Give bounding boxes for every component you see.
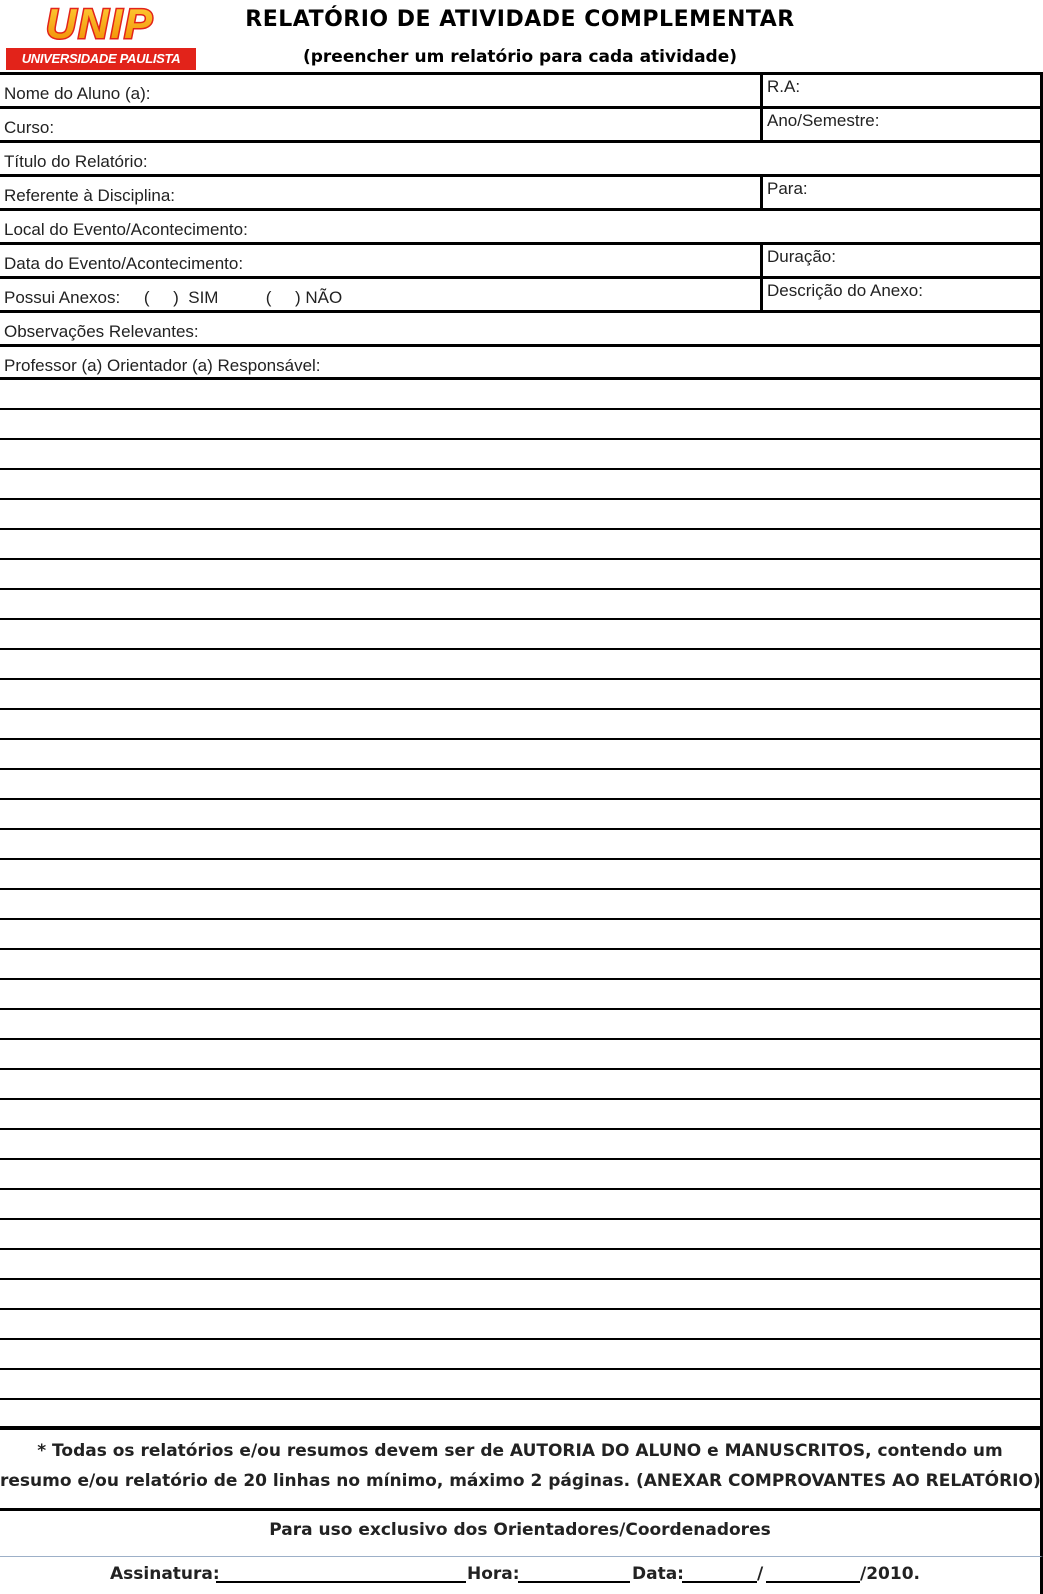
page-subtitle: (preencher um relatório para cada atividade) — [302, 47, 738, 67]
duracao-label: Duração: — [767, 247, 836, 266]
writing-line[interactable] — [0, 1038, 1043, 1068]
field-row-local[interactable] — [0, 208, 1043, 242]
writing-line[interactable] — [0, 1308, 1043, 1338]
form-fields — [0, 72, 1043, 378]
writing-line[interactable] — [0, 978, 1043, 1008]
data-label: Data: — [632, 1564, 684, 1584]
date-slash: / — [757, 1564, 764, 1584]
ra-label: R.A: — [767, 77, 801, 96]
titulo-label: Título do Relatório: — [4, 152, 148, 171]
writing-lines[interactable] — [0, 377, 1043, 1458]
date-year: /2010. — [860, 1564, 920, 1584]
hora-field[interactable] — [518, 1557, 630, 1591]
descricao-label: Descrição do Anexo: — [767, 281, 923, 300]
writing-line[interactable] — [0, 948, 1043, 978]
unip-logo-wordmark — [4, 2, 196, 46]
writing-line[interactable] — [0, 1188, 1043, 1218]
field-row-data[interactable] — [0, 242, 1043, 276]
writing-line[interactable] — [0, 498, 1043, 528]
writing-line[interactable] — [0, 708, 1043, 738]
writing-line[interactable] — [0, 528, 1043, 558]
field-row-nome[interactable] — [0, 72, 1043, 106]
writing-line[interactable] — [0, 408, 1043, 438]
writing-line[interactable] — [0, 768, 1043, 798]
curso-label: Curso: — [4, 118, 55, 137]
local-label: Local do Evento/Acontecimento: — [4, 220, 248, 239]
writing-line[interactable] — [0, 1248, 1043, 1278]
writing-line[interactable] — [0, 1068, 1043, 1098]
logo-subtitle: UNIVERSIDADE PAULISTA — [6, 48, 196, 70]
writing-line[interactable] — [0, 377, 1043, 408]
field-duracao[interactable] — [760, 245, 1043, 276]
disciplina-label: Referente à Disciplina: — [4, 186, 176, 205]
writing-line[interactable] — [0, 858, 1043, 888]
assinatura-field[interactable] — [216, 1557, 466, 1591]
writing-line[interactable] — [0, 1218, 1043, 1248]
field-row-professor[interactable] — [0, 344, 1043, 378]
field-row-titulo[interactable] — [0, 140, 1043, 174]
data-day-field[interactable] — [682, 1557, 757, 1591]
writing-line[interactable] — [0, 1128, 1043, 1158]
para-label: Para: — [767, 179, 808, 198]
writing-line[interactable] — [0, 1008, 1043, 1038]
writing-line[interactable] — [0, 738, 1043, 768]
field-descricao-anexo[interactable] — [760, 279, 1043, 310]
writing-line[interactable] — [0, 438, 1043, 468]
logo-wordmark-text: UNIP — [45, 2, 155, 46]
writing-line[interactable] — [0, 588, 1043, 618]
field-ano-semestre[interactable] — [760, 109, 1043, 140]
field-ra[interactable] — [760, 75, 1043, 106]
field-row-anexos[interactable] — [0, 276, 1043, 310]
writing-line[interactable] — [0, 1398, 1043, 1428]
writing-line[interactable] — [0, 918, 1043, 948]
writing-line[interactable] — [0, 1158, 1043, 1188]
page-title: RELATÓRIO DE ATIVIDADE COMPLEMENTAR — [245, 7, 795, 32]
writing-line[interactable] — [0, 468, 1043, 498]
professor-label: Professor (a) Orientador (a) Responsável: — [4, 356, 321, 375]
exclusive-use-heading: Para uso exclusivo dos Orientadores/Coordenadores — [0, 1508, 1043, 1556]
unip-logo — [4, 2, 196, 70]
writing-line[interactable] — [0, 1278, 1043, 1308]
writing-line[interactable] — [0, 1368, 1043, 1398]
writing-line[interactable] — [0, 618, 1043, 648]
field-para[interactable] — [760, 177, 1043, 208]
observacoes-label: Observações Relevantes: — [4, 322, 199, 341]
field-row-disciplina[interactable] — [0, 174, 1043, 208]
writing-line[interactable] — [0, 648, 1043, 678]
writing-line[interactable] — [0, 1098, 1043, 1128]
data-evento-label: Data do Evento/Acontecimento: — [4, 254, 244, 273]
signature-row — [0, 1556, 1043, 1594]
writing-line[interactable] — [0, 678, 1043, 708]
field-row-observacoes[interactable] — [0, 310, 1043, 344]
writing-line[interactable] — [0, 1338, 1043, 1368]
data-month-field[interactable] — [766, 1557, 860, 1591]
writing-line[interactable] — [0, 828, 1043, 858]
instructions-note — [0, 1426, 1043, 1510]
anexos-label: Possui Anexos: ( ) SIM ( ) NÃO — [4, 288, 343, 307]
writing-line[interactable] — [0, 798, 1043, 828]
nome-label: Nome do Aluno (a): — [4, 84, 151, 103]
ano-label: Ano/Semestre: — [767, 111, 880, 130]
field-row-curso[interactable] — [0, 106, 1043, 140]
writing-line[interactable] — [0, 558, 1043, 588]
note-line-1: * Todas os relatórios e/ou resumos devem ser de AUTORIA DO ALUNO e MANUSCRITOS, contendo um — [37, 1441, 1003, 1461]
note-line-2: resumo e/ou relatório de 20 linhas no mínimo, máximo 2 páginas. (ANEXAR COMPROVANTES AO RELATÓRIO) — [0, 1471, 1041, 1491]
assinatura-label: Assinatura: — [110, 1564, 220, 1584]
hora-label: Hora: — [467, 1564, 520, 1584]
writing-line[interactable] — [0, 888, 1043, 918]
